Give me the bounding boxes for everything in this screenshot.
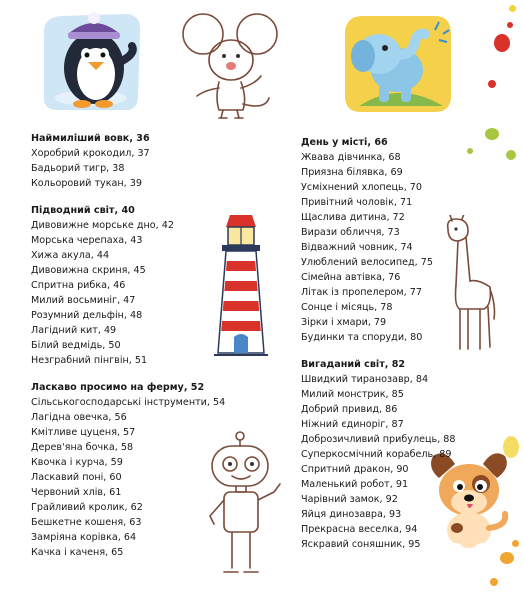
toc-left-column xyxy=(31,131,225,560)
toc-entry: Зірки і хмари, 79 xyxy=(301,317,387,328)
toc-entry: Швидкий тиранозавр, 84 xyxy=(301,374,429,385)
toc-entry: Яйця динозавра, 93 xyxy=(301,509,402,520)
toc-entry: Хоробрий крокодил, 37 xyxy=(31,148,150,159)
elephant-illustration xyxy=(339,10,457,118)
toc-entry: Доброзичливий прибулець, 88 xyxy=(301,434,456,445)
toc-entry: Приязна білявка, 69 xyxy=(301,167,403,178)
toc-entry: Квочка і курча, 59 xyxy=(31,457,123,468)
toc-entry: Літак із пропелером, 77 xyxy=(301,287,422,298)
toc-entry: Хижа акула, 44 xyxy=(31,250,110,261)
toc-entry: Грайливий кролик, 62 xyxy=(31,502,143,513)
toc-entry: Ніжний єдиноріг, 87 xyxy=(301,419,404,430)
toc-entry: Спритна рибка, 46 xyxy=(31,280,126,291)
toc-entry: Яскравий соняшник, 95 xyxy=(301,539,421,550)
toc-entry: Прекрасна веселка, 94 xyxy=(301,524,418,535)
toc-entry: Улюблений велосипед, 75 xyxy=(301,257,433,268)
toc-entry: Бешкетне кошеня, 63 xyxy=(31,517,142,528)
toc-entry: Морська черепаха, 43 xyxy=(31,235,143,246)
toc-entry: Спритний дракон, 90 xyxy=(301,464,409,475)
toc-entry: Кмітливе цуценя, 57 xyxy=(31,427,136,438)
toc-entry: Незграбний пінгвін, 51 xyxy=(31,355,148,366)
toc-section-title: Ласкаво просимо на ферму, 52 xyxy=(31,382,205,393)
toc-right-column xyxy=(301,135,456,552)
toc-entry: Будинки та споруди, 80 xyxy=(301,332,423,343)
toc-entry: Милий восьминіг, 47 xyxy=(31,295,136,306)
mouse-illustration xyxy=(175,10,283,122)
toc-entry: Вирази обличчя, 73 xyxy=(301,227,400,238)
toc-entry: Усміхнений хлопець, 70 xyxy=(301,182,423,193)
toc-entry: Щаслива дитина, 72 xyxy=(301,212,405,223)
toc-entry: Дивовижна скриня, 45 xyxy=(31,265,146,276)
toc-entry: Чарівний замок, 92 xyxy=(301,494,398,505)
toc-section-title: Наймиліший вовк, 36 xyxy=(31,133,150,144)
toc-entry: Привітний чоловік, 71 xyxy=(301,197,413,208)
penguin-illustration xyxy=(38,10,144,114)
toc-entry: Ласкавий поні, 60 xyxy=(31,472,122,483)
toc-entry: Замріяна корівка, 64 xyxy=(31,532,137,543)
toc-entry: Червоний хлів, 61 xyxy=(31,487,122,498)
toc-entry: Дерев'яна бочка, 58 xyxy=(31,442,134,453)
toc-entry: Розумний дельфін, 48 xyxy=(31,310,143,321)
toc-entry: Маленький робот, 91 xyxy=(301,479,409,490)
toc-section-title: Вигаданий світ, 82 xyxy=(301,359,406,370)
toc-entry: Добрий привид, 86 xyxy=(301,404,398,415)
toc-entry: Лагідний кит, 49 xyxy=(31,325,117,336)
toc-entry: Милий монстрик, 85 xyxy=(301,389,404,400)
toc-entry: Суперкосмічний корабель, 89 xyxy=(301,449,452,460)
toc-section-title: День у місті, 66 xyxy=(301,137,388,148)
toc-entry: Відважний човник, 74 xyxy=(301,242,413,253)
toc-entry: Качка і каченя, 65 xyxy=(31,547,124,558)
toc-entry: Дивовижне морське дно, 42 xyxy=(31,220,174,231)
toc-entry: Лагідна овечка, 56 xyxy=(31,412,127,423)
toc-entry: Бадьорий тигр, 38 xyxy=(31,163,125,174)
toc-entry: Білий ведмідь, 50 xyxy=(31,340,121,351)
toc-section-title: Підводний світ, 40 xyxy=(31,205,135,216)
toc-entry: Жвава дівчинка, 68 xyxy=(301,152,401,163)
toc-entry: Кольоровий тукан, 39 xyxy=(31,178,142,189)
toc-entry: Сонце і місяць, 78 xyxy=(301,302,393,313)
toc-entry: Сільськогосподарські інструменти, 54 xyxy=(31,397,226,408)
toc-entry: Сімейна автівка, 76 xyxy=(301,272,401,283)
